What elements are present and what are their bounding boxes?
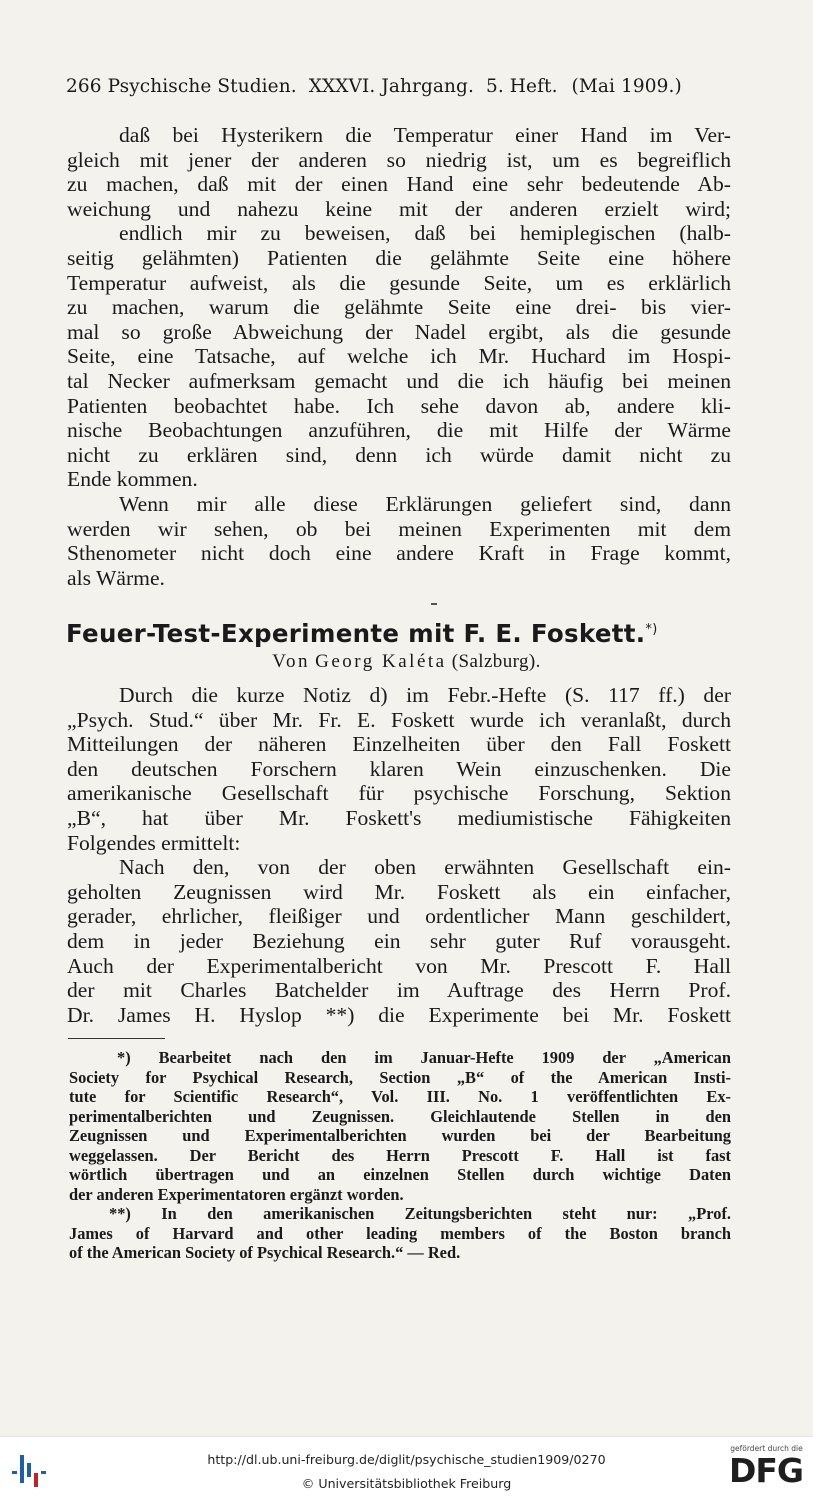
text-line: Seite, eine Tatsache, auf welche ich Mr. Huchard im Hospi-	[67, 344, 731, 369]
text-line: Wenn mir alle diese Erklärungen geliefert sind, dann	[119, 491, 731, 516]
dfg-logo[interactable]: DFG	[728, 1451, 804, 1490]
byline	[0, 651, 813, 673]
text-line: weichung und nahezu keine mit der anderen erzielt wird;	[67, 196, 731, 221]
footnote-line: James of Harvard and other leading members of the Boston branch	[69, 1223, 731, 1243]
text-line: der mit Charles Batchelder im Auftrage des Herrn Prof.	[67, 978, 731, 1003]
running-header	[66, 76, 734, 97]
text-line: geholten Zeugnissen wird Mr. Foskett als ein einfacher,	[67, 879, 731, 904]
footnotes	[69, 1048, 731, 1263]
footnote-line: **) In den amerikanischen Zeitungsberichten steht nur: „Prof.	[109, 1204, 731, 1223]
text-line: Temperatur aufweist, als die gesunde Seite, um es erklärlich	[67, 270, 731, 295]
copyright-notice: © Universitätsbibliothek Freiburg	[301, 1476, 512, 1491]
permalink-url[interactable]: http://dl.ub.uni-freiburg.de/diglit/psychische_studien1909/0270	[207, 1452, 606, 1467]
footnote-line: weggelassen. Der Bericht des Herrn Prescott F. Hall ist fast	[69, 1145, 731, 1165]
text-line: tal Necker aufmerksam gemacht und die ich häufig bei meinen	[67, 368, 731, 393]
text-line: amerikanische Gesellschaft für psychische Forschung, Sektion	[67, 781, 731, 806]
text-line: zu machen, warum die gelähmte Seite eine drei- bis vier-	[67, 295, 731, 320]
article-title	[66, 619, 736, 648]
text-line: nische Beobachtungen anzuführen, die mit Hilfe der Wärme	[67, 418, 731, 443]
text-line: Sthenometer nicht doch eine andere Kraft in Frage kommt,	[67, 541, 731, 566]
author-name: Georg Kaléta	[315, 651, 447, 672]
footnote-line: of the American Society of Psychical Research.“ — Red.	[69, 1243, 461, 1262]
text-line: „B“, hat über Mr. Foskett's mediumistische Fähigkeiten	[67, 805, 731, 830]
intro-text	[67, 123, 731, 590]
text-line: dem in jeder Beziehung ein sehr guter Ruf vorausgeht.	[67, 928, 731, 953]
text-line: werden wir sehen, ob bei meinen Experimenten mit dem	[67, 516, 731, 541]
text-line: zu machen, daß mit der einen Hand eine sehr bedeutende Ab-	[67, 172, 731, 197]
volume: XXXVI. Jahrgang.	[308, 76, 474, 97]
article-title-text: Feuer-Test-Experimente mit F. E. Foskett.	[66, 619, 646, 648]
footnote-line: perimentalberichten und Zeugnissen. Gleichlautende Stellen in den	[69, 1106, 731, 1126]
footnote-line: Society for Psychical Research, Section „B“ of the American Insti-	[69, 1067, 731, 1087]
footnote-line: der anderen Experimentatoren ergänzt worden.	[69, 1184, 404, 1204]
text-line: Mitteilungen der näheren Einzelheiten über den Fall Foskett	[67, 732, 731, 757]
text-line: Patienten beobachtet habe. Ich sehe davon ab, andere kli-	[67, 393, 731, 418]
issue: 5. Heft.	[485, 76, 558, 97]
text-line: als Wärme.	[67, 565, 165, 590]
text-line: daß bei Hysterikern die Temperatur einer Hand im Ver-	[119, 123, 731, 147]
text-line: mal so große Abweichung der Nadel ergibt, als die gesunde	[67, 319, 731, 344]
journal-title: Psychische Studien.	[107, 76, 297, 97]
text-line: endlich mir zu beweisen, daß bei hemiplegischen (halb-	[119, 221, 731, 246]
text-line: Durch die kurze Notiz d) im Febr.-Hefte (S. 117 ff.) der	[119, 683, 731, 707]
dfg-caption: gefördert durch die	[730, 1444, 803, 1453]
issue-date: (Mai 1909.)	[571, 76, 682, 97]
text-line: gleich mit jener der anderen so niedrig ist, um es begreiflich	[67, 147, 731, 172]
text-line: Ende kommen.	[67, 467, 198, 492]
title-footnote-mark: *)	[645, 621, 658, 637]
footnote-line: tute for Scientific Research“, Vol. III. No. 1 veröffentlichten Ex-	[69, 1087, 731, 1106]
section-separator	[431, 603, 437, 605]
footnote-line: wörtlich übertragen und an einzelnen Stellen durch wichtige Daten	[69, 1165, 731, 1184]
text-line: gerader, ehrlicher, fleißiger und ordentlicher Mann geschildert,	[67, 904, 731, 929]
page-number: 266	[66, 76, 102, 97]
text-line: nicht zu erklären sind, denn ich würde damit nicht zu	[67, 442, 731, 467]
text-line: seitig gelähmten) Patienten die gelähmte Seite eine höhere	[67, 245, 731, 270]
footnote-line: *) Bearbeitet nach den im Januar-Hefte 1909 der „American	[117, 1048, 731, 1067]
text-line: Folgendes ermittelt:	[67, 830, 241, 855]
text-line: den deutschen Forschern klaren Wein einzuschenken. Die	[67, 756, 731, 781]
byline-prefix: Von	[272, 651, 310, 672]
author-location: (Salzburg).	[451, 651, 541, 672]
text-line: Auch der Experimentalbericht von Mr. Prescott F. Hall	[67, 953, 731, 978]
text-line: „Psych. Stud.“ über Mr. Fr. E. Foskett wurde ich veranlaßt, durch	[67, 707, 731, 732]
text-line: Nach den, von der oben erwähnten Gesellschaft ein-	[119, 855, 731, 880]
text-line: Dr. James H. Hyslop **) die Experimente bei Mr. Foskett	[67, 1002, 731, 1027]
footnote-line: Zeugnissen und Experimentalberichten wurden bei der Bearbeitung	[69, 1126, 731, 1145]
article-text	[67, 683, 731, 1027]
footnote-rule	[68, 1038, 165, 1039]
